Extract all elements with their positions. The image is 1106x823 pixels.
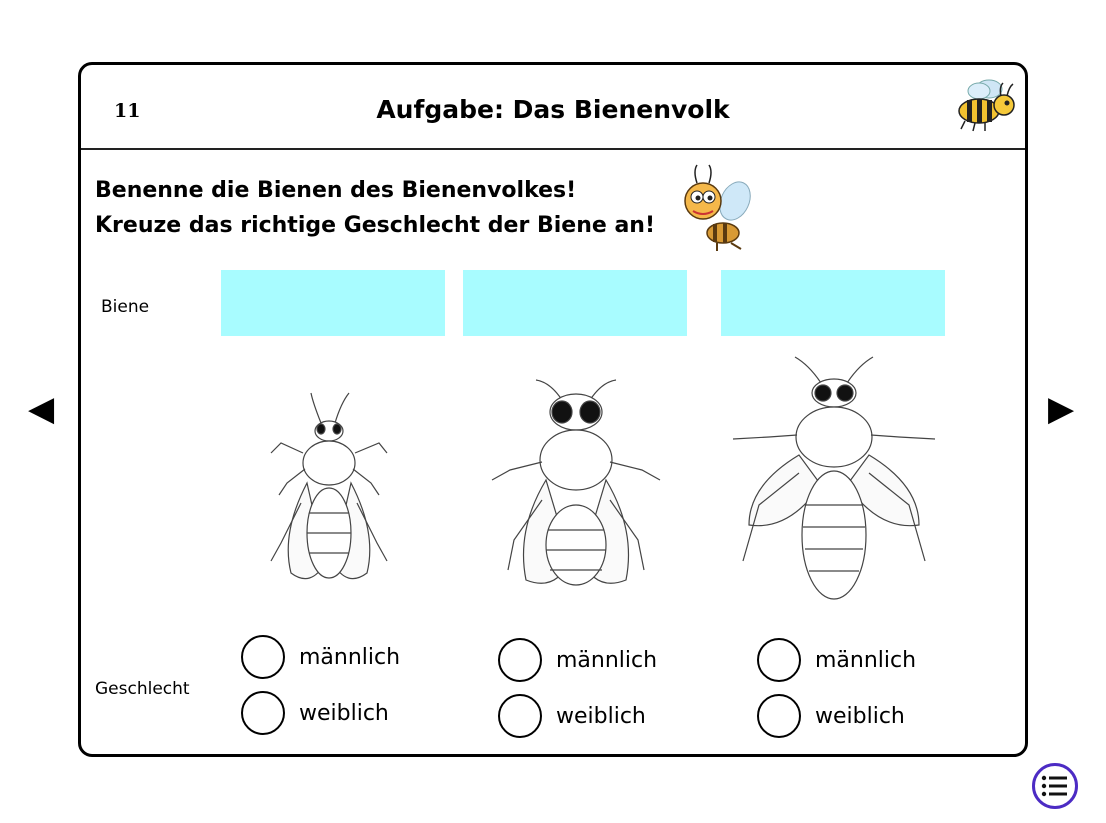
page-title: Aufgabe: Das Bienenvolk	[376, 95, 730, 124]
list-menu-icon	[1041, 773, 1069, 799]
option-row-bee2-female	[498, 694, 646, 738]
radio-label: weiblich	[556, 703, 646, 729]
geschlecht-row-label: Geschlecht	[95, 679, 190, 699]
option-row-bee3-female	[757, 694, 905, 738]
instruction-line-2: Kreuze das richtige Geschlecht der Biene an!	[95, 213, 656, 238]
radio-label: männlich	[556, 647, 658, 673]
radio-bee3-female[interactable]	[757, 694, 801, 738]
radio-label: männlich	[815, 647, 917, 673]
option-row-bee1-male	[241, 635, 400, 679]
bee-name-input-3[interactable]	[721, 270, 945, 336]
radio-bee2-male[interactable]	[498, 638, 542, 682]
radio-bee2-female[interactable]	[498, 694, 542, 738]
prev-page-arrow-icon[interactable]: ◀	[28, 389, 55, 429]
bee-mascot-icon	[673, 163, 763, 253]
radio-bee1-female[interactable]	[241, 691, 285, 735]
biene-row-label: Biene	[101, 297, 150, 317]
instruction-line-1: Benenne die Bienen des Bienenvolkes!	[95, 178, 577, 203]
list-menu-button[interactable]	[1032, 763, 1078, 809]
bee-icon	[951, 71, 1021, 137]
radio-label: männlich	[299, 644, 401, 670]
radio-bee3-male[interactable]	[757, 638, 801, 682]
queen-bee-illustration	[729, 355, 939, 605]
bee-name-input-2[interactable]	[463, 270, 687, 336]
radio-bee1-male[interactable]	[241, 635, 285, 679]
worksheet-header	[81, 65, 1025, 150]
worksheet-card	[78, 62, 1028, 757]
page-number: 11	[114, 100, 141, 122]
drone-bee-illustration	[261, 383, 401, 598]
option-row-bee3-male	[757, 638, 916, 682]
bee-name-input-1[interactable]	[221, 270, 445, 336]
option-row-bee1-female	[241, 691, 389, 735]
radio-label: weiblich	[299, 700, 389, 726]
option-row-bee2-male	[498, 638, 657, 682]
next-page-arrow-icon[interactable]: ▶	[1048, 389, 1075, 429]
worker-bee-illustration	[486, 370, 666, 595]
radio-label: weiblich	[815, 703, 905, 729]
